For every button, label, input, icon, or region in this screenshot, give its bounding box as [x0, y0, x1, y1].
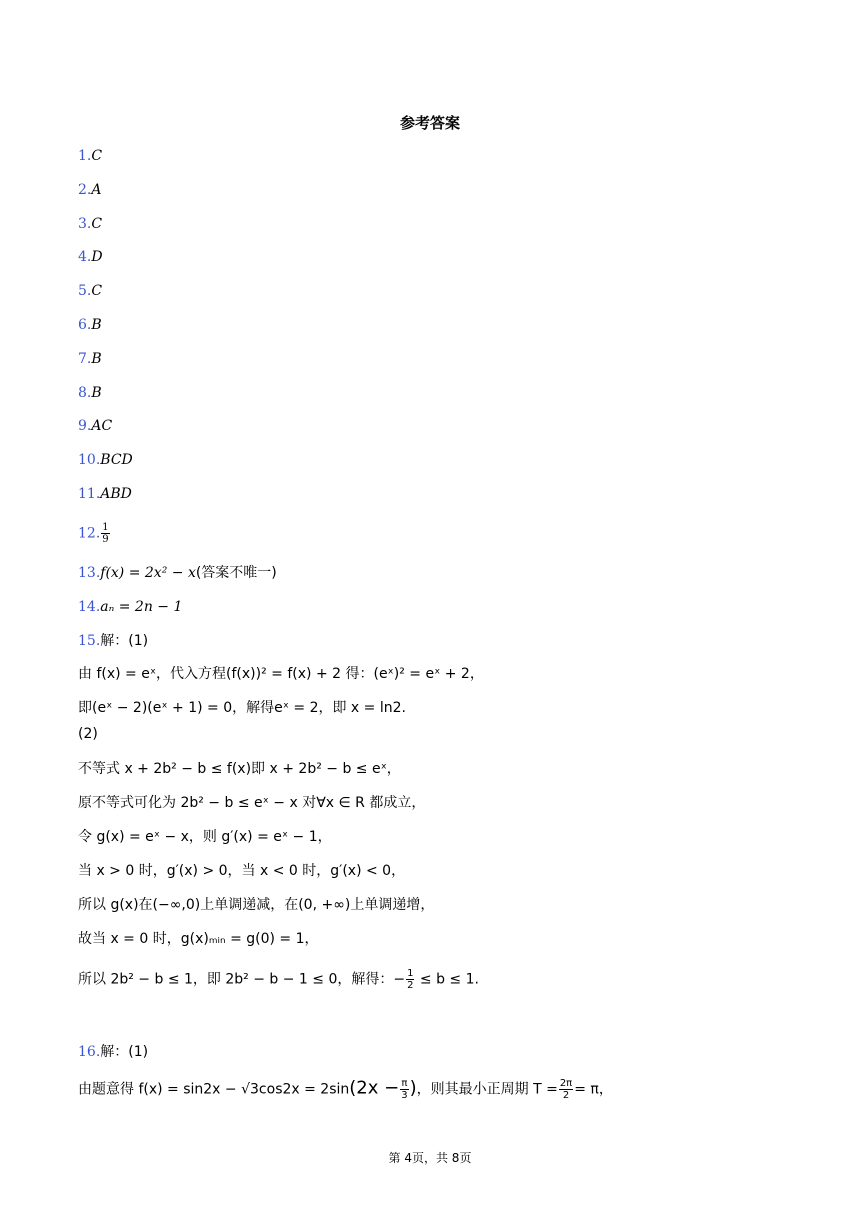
answer-14: [78, 597, 182, 617]
answer-item: [78, 146, 102, 166]
answer-item: [78, 281, 102, 301]
solution-text: ，则其最小正周期 T =: [416, 1081, 558, 1098]
solution-line: 令 g(x) = eˣ − x，则 g′(x) = eˣ − 1，: [78, 829, 332, 845]
answer-item: [78, 349, 102, 369]
answer-value: C: [91, 148, 103, 164]
answer-expression: f(x) = 2x² − x: [100, 565, 196, 581]
fraction-denominator: 2: [407, 980, 414, 991]
solution-16-line: [78, 1078, 613, 1101]
answer-number: 8.: [78, 385, 92, 401]
solution-text: 由题意得 f(x) = sin2x − √3cos2x = 2sin: [78, 1081, 350, 1098]
fraction-numerator: 1: [407, 968, 414, 979]
fraction: [559, 1078, 573, 1101]
answer-value: C: [91, 283, 103, 299]
answer-expression: aₙ = 2n − 1: [100, 599, 183, 615]
answer-note: (答案不唯一): [195, 565, 277, 581]
solution-text: 所以 2b² − b ≤ 1，即 2b² − b − 1 ≤ 0，解得：−: [78, 971, 406, 988]
solution-line: 即(eˣ − 2)(eˣ + 1) = 0，解得eˣ = 2，即 x = ln2.: [78, 700, 406, 716]
answer-number: 4.: [78, 249, 92, 265]
answer-item: [78, 315, 102, 335]
answer-number: 2.: [78, 182, 92, 198]
solution-text: ≤ b ≤ 1.: [415, 971, 479, 988]
fraction-numerator: 2π: [559, 1078, 573, 1089]
answer-13: [78, 563, 277, 583]
answer-item: [78, 214, 102, 234]
fraction-denominator: 3: [401, 1090, 408, 1101]
page-title: 参考答案: [399, 114, 460, 132]
answer-item: [78, 383, 102, 403]
paren-close: ): [409, 1077, 417, 1099]
answer-item: [78, 416, 112, 436]
answer-item: [78, 484, 132, 504]
fraction-numerator: π: [401, 1078, 408, 1089]
answer-value: C: [91, 216, 103, 232]
answer-number: 7.: [78, 351, 92, 367]
solution-head: 解：(1): [100, 1044, 149, 1060]
solution-line: 由 f(x) = eˣ，代入方程(f(x))² = f(x) + 2 得：(eˣ)² = eˣ + 2，: [78, 666, 484, 682]
paren-open: (2x −: [349, 1077, 400, 1099]
solution-text: = π，: [574, 1081, 613, 1098]
fraction: [406, 968, 414, 991]
answer-value: B: [91, 317, 102, 333]
answer-number: 11.: [78, 486, 101, 502]
solution-line: (2): [78, 726, 98, 742]
answer-16-head: [78, 1042, 148, 1062]
answer-value: D: [91, 249, 103, 265]
fraction-denominator: 2: [562, 1090, 570, 1101]
fraction: [101, 522, 109, 545]
answer-number: 6.: [78, 317, 92, 333]
answer-number: 3.: [78, 216, 92, 232]
answer-item: [78, 450, 133, 470]
solution-line: 原不等式可化为 2b² − b ≤ eˣ − x 对∀x ∈ R 都成立，: [78, 795, 426, 811]
answer-number: 13.: [78, 565, 101, 581]
answer-item: [78, 180, 101, 200]
fraction-denominator: 9: [102, 534, 109, 545]
answer-value: A: [91, 182, 102, 198]
answer-value: AC: [91, 418, 113, 434]
fraction: [400, 1078, 408, 1101]
answer-number: 1.: [78, 148, 92, 164]
answer-number: 12.: [78, 525, 101, 542]
answer-number: 5.: [78, 283, 92, 299]
answer-number: 14.: [78, 599, 101, 615]
answer-value: B: [91, 385, 102, 401]
answer-value: B: [91, 351, 102, 367]
answer-number: 16.: [78, 1044, 101, 1060]
answer-item: [78, 247, 103, 267]
answer-15-head: [78, 631, 148, 651]
answer-value: BCD: [100, 452, 133, 468]
solution-line: 当 x > 0 时，g′(x) > 0，当 x < 0 时，g′(x) < 0，: [78, 863, 406, 879]
solution-line: 所以 g(x)在(−∞,0)上单调递减，在(0, +∞)上单调递增，: [78, 897, 435, 913]
fraction-numerator: 1: [102, 522, 109, 533]
solution-line: 故当 x = 0 时，g(x)ₘᵢₙ = g(0) = 1，: [78, 931, 319, 947]
solution-line: 不等式 x + 2b² − b ≤ f(x)即 x + 2b² − b ≤ eˣ，: [78, 761, 401, 777]
solution-15-conclusion: [78, 968, 479, 991]
solution-head: 解：(1): [100, 633, 149, 649]
answer-number: 9.: [78, 418, 92, 434]
answer-value: ABD: [100, 486, 132, 502]
page-footer: 第 4页，共 8页: [388, 1151, 472, 1165]
answer-number: 10.: [78, 452, 101, 468]
answer-number: 15.: [78, 633, 101, 649]
answer-12: [78, 522, 111, 545]
